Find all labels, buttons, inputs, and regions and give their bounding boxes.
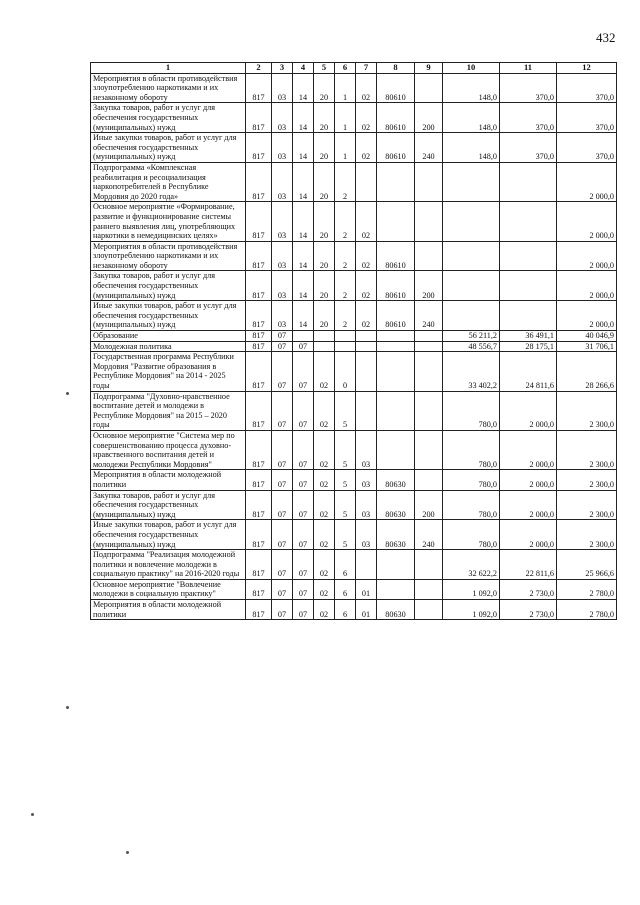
row-value-cell: 07 bbox=[272, 579, 293, 599]
row-value-cell: 817 bbox=[246, 331, 272, 342]
row-value-cell: 2 300,0 bbox=[557, 391, 617, 430]
row-value-cell: 14 bbox=[293, 103, 314, 133]
row-name-cell: Закупка товаров, работ и услуг для обеспечения государственных (муниципальных) нужд bbox=[91, 103, 246, 133]
row-value-cell bbox=[415, 550, 443, 580]
row-value-cell: 80630 bbox=[377, 600, 415, 620]
row-value-cell: 07 bbox=[293, 490, 314, 520]
row-value-cell: 817 bbox=[246, 271, 272, 301]
row-name-cell: Иные закупки товаров, работ и услуг для обеспечения государственных (муниципальных) нужд bbox=[91, 133, 246, 163]
row-value-cell bbox=[356, 391, 377, 430]
header-cell: 5 bbox=[314, 63, 335, 74]
row-value-cell: 817 bbox=[246, 241, 272, 271]
table-row bbox=[91, 202, 617, 241]
row-value-cell bbox=[415, 579, 443, 599]
row-value-cell bbox=[443, 271, 500, 301]
header-cell: 4 bbox=[293, 63, 314, 74]
row-value-cell: 780,0 bbox=[443, 391, 500, 430]
row-value-cell: 780,0 bbox=[443, 520, 500, 550]
table-row bbox=[91, 520, 617, 550]
row-name-cell: Иные закупки товаров, работ и услуг для обеспечения государственных (муниципальных) нужд bbox=[91, 520, 246, 550]
row-value-cell: 14 bbox=[293, 271, 314, 301]
row-value-cell: 22 811,6 bbox=[500, 550, 557, 580]
row-value-cell: 200 bbox=[415, 490, 443, 520]
row-value-cell: 40 046,9 bbox=[557, 331, 617, 342]
row-name-cell: Подпрограмма «Комплексная реабилитация и ресоциализация наркопотребителей в Республике Мордовия до 2020 года» bbox=[91, 162, 246, 201]
row-value-cell: 14 bbox=[293, 301, 314, 331]
table-row bbox=[91, 550, 617, 580]
scan-speck bbox=[31, 813, 34, 816]
row-value-cell: 2 000,0 bbox=[557, 271, 617, 301]
row-value-cell: 80610 bbox=[377, 133, 415, 163]
row-value-cell: 07 bbox=[272, 600, 293, 620]
budget-table bbox=[90, 62, 617, 620]
row-value-cell bbox=[500, 241, 557, 271]
row-value-cell: 817 bbox=[246, 103, 272, 133]
table-row bbox=[91, 331, 617, 342]
row-name-cell: Государственная программа Республики Мордовия "Развитие образования в Республике Мордовия" на 2014 - 2025 годы bbox=[91, 352, 246, 391]
row-value-cell: 2 730,0 bbox=[500, 600, 557, 620]
row-value-cell: 25 966,6 bbox=[557, 550, 617, 580]
table-row bbox=[91, 73, 617, 103]
row-value-cell: 1 bbox=[335, 103, 356, 133]
row-value-cell: 03 bbox=[356, 430, 377, 469]
row-value-cell bbox=[443, 202, 500, 241]
row-value-cell: 780,0 bbox=[443, 490, 500, 520]
row-value-cell: 80610 bbox=[377, 73, 415, 103]
row-value-cell: 1 092,0 bbox=[443, 579, 500, 599]
row-value-cell: 148,0 bbox=[443, 133, 500, 163]
row-value-cell: 07 bbox=[272, 341, 293, 352]
row-value-cell: 07 bbox=[293, 579, 314, 599]
row-value-cell: 370,0 bbox=[557, 133, 617, 163]
row-value-cell: 817 bbox=[246, 301, 272, 331]
row-value-cell: 03 bbox=[356, 490, 377, 520]
row-name-cell: Основное мероприятие «Формирование, развитие и функционирование системы раннего выявления лиц, употребляющих наркотики в немедицинских целях» bbox=[91, 202, 246, 241]
row-value-cell: 02 bbox=[314, 470, 335, 490]
row-value-cell: 240 bbox=[415, 133, 443, 163]
row-value-cell bbox=[415, 202, 443, 241]
row-value-cell bbox=[500, 202, 557, 241]
row-value-cell: 817 bbox=[246, 520, 272, 550]
row-value-cell: 02 bbox=[356, 301, 377, 331]
row-value-cell bbox=[415, 331, 443, 342]
row-value-cell: 02 bbox=[314, 490, 335, 520]
row-value-cell: 5 bbox=[335, 430, 356, 469]
row-value-cell: 14 bbox=[293, 73, 314, 103]
row-name-cell: Закупка товаров, работ и услуг для обеспечения государственных (муниципальных) нужд bbox=[91, 271, 246, 301]
row-value-cell: 20 bbox=[314, 271, 335, 301]
row-value-cell: 2 780,0 bbox=[557, 600, 617, 620]
scan-speck bbox=[126, 851, 129, 854]
row-value-cell bbox=[356, 352, 377, 391]
row-value-cell: 817 bbox=[246, 430, 272, 469]
row-value-cell: 33 402,2 bbox=[443, 352, 500, 391]
row-value-cell bbox=[377, 162, 415, 201]
header-cell: 11 bbox=[500, 63, 557, 74]
row-value-cell bbox=[356, 550, 377, 580]
row-value-cell: 2 bbox=[335, 202, 356, 241]
row-value-cell: 07 bbox=[272, 520, 293, 550]
row-value-cell: 14 bbox=[293, 202, 314, 241]
row-value-cell: 2 000,0 bbox=[500, 470, 557, 490]
row-value-cell: 02 bbox=[356, 133, 377, 163]
row-value-cell: 20 bbox=[314, 103, 335, 133]
row-value-cell: 24 811,6 bbox=[500, 352, 557, 391]
row-value-cell: 03 bbox=[356, 470, 377, 490]
row-value-cell: 02 bbox=[356, 103, 377, 133]
row-value-cell bbox=[356, 341, 377, 352]
row-value-cell: 6 bbox=[335, 600, 356, 620]
row-value-cell bbox=[356, 162, 377, 201]
header-cell: 10 bbox=[443, 63, 500, 74]
table-row bbox=[91, 103, 617, 133]
row-value-cell bbox=[314, 341, 335, 352]
table-row bbox=[91, 301, 617, 331]
row-value-cell: 80610 bbox=[377, 103, 415, 133]
row-value-cell: 240 bbox=[415, 520, 443, 550]
table-row bbox=[91, 490, 617, 520]
row-value-cell: 2 bbox=[335, 241, 356, 271]
row-value-cell: 370,0 bbox=[500, 133, 557, 163]
row-value-cell: 07 bbox=[272, 470, 293, 490]
row-value-cell bbox=[377, 341, 415, 352]
row-value-cell: 07 bbox=[272, 391, 293, 430]
row-value-cell: 2 000,0 bbox=[557, 241, 617, 271]
row-value-cell bbox=[356, 331, 377, 342]
row-value-cell: 2 000,0 bbox=[557, 202, 617, 241]
row-value-cell: 817 bbox=[246, 202, 272, 241]
row-value-cell bbox=[443, 162, 500, 201]
row-name-cell: Мероприятия в области противодействия злоупотреблению наркотиками и их незаконному обороту bbox=[91, 241, 246, 271]
row-value-cell bbox=[377, 430, 415, 469]
row-value-cell: 780,0 bbox=[443, 430, 500, 469]
row-value-cell: 80630 bbox=[377, 520, 415, 550]
row-value-cell: 20 bbox=[314, 301, 335, 331]
row-value-cell: 02 bbox=[356, 73, 377, 103]
row-name-cell: Подпрограмма "Духовно-нравственное воспитание детей и молодежи в Республике Мордовия" на 2015 – 2020 годы bbox=[91, 391, 246, 430]
row-value-cell: 56 211,2 bbox=[443, 331, 500, 342]
row-value-cell bbox=[335, 341, 356, 352]
header-cell: 3 bbox=[272, 63, 293, 74]
row-value-cell: 28 266,6 bbox=[557, 352, 617, 391]
row-value-cell: 817 bbox=[246, 391, 272, 430]
table-row bbox=[91, 352, 617, 391]
row-value-cell: 817 bbox=[246, 600, 272, 620]
row-value-cell bbox=[293, 331, 314, 342]
row-value-cell: 03 bbox=[272, 271, 293, 301]
row-value-cell: 2 300,0 bbox=[557, 470, 617, 490]
row-value-cell bbox=[415, 352, 443, 391]
row-value-cell: 1 bbox=[335, 133, 356, 163]
row-value-cell bbox=[377, 391, 415, 430]
row-value-cell: 03 bbox=[272, 202, 293, 241]
table-row bbox=[91, 271, 617, 301]
header-cell: 2 bbox=[246, 63, 272, 74]
row-value-cell: 0 bbox=[335, 352, 356, 391]
header-cell: 7 bbox=[356, 63, 377, 74]
table-row bbox=[91, 241, 617, 271]
row-value-cell: 817 bbox=[246, 550, 272, 580]
row-value-cell: 370,0 bbox=[557, 73, 617, 103]
row-value-cell: 2 730,0 bbox=[500, 579, 557, 599]
row-value-cell: 07 bbox=[293, 470, 314, 490]
row-value-cell bbox=[500, 162, 557, 201]
row-value-cell: 02 bbox=[356, 271, 377, 301]
row-value-cell: 07 bbox=[272, 352, 293, 391]
row-value-cell: 03 bbox=[272, 103, 293, 133]
row-value-cell: 02 bbox=[356, 241, 377, 271]
row-value-cell: 07 bbox=[272, 430, 293, 469]
row-value-cell: 31 706,1 bbox=[557, 341, 617, 352]
row-value-cell: 817 bbox=[246, 162, 272, 201]
row-value-cell: 817 bbox=[246, 133, 272, 163]
row-value-cell bbox=[415, 470, 443, 490]
row-value-cell: 148,0 bbox=[443, 73, 500, 103]
row-value-cell: 03 bbox=[272, 133, 293, 163]
header-cell: 8 bbox=[377, 63, 415, 74]
row-name-cell: Мероприятия в области противодействия злоупотреблению наркотиками и их незаконному обороту bbox=[91, 73, 246, 103]
row-value-cell bbox=[415, 162, 443, 201]
row-value-cell: 2 bbox=[335, 271, 356, 301]
row-value-cell: 370,0 bbox=[500, 103, 557, 133]
table-row bbox=[91, 470, 617, 490]
row-value-cell: 817 bbox=[246, 490, 272, 520]
row-value-cell: 48 556,7 bbox=[443, 341, 500, 352]
table-row bbox=[91, 162, 617, 201]
row-value-cell: 80630 bbox=[377, 470, 415, 490]
header-cell: 1 bbox=[91, 63, 246, 74]
row-value-cell bbox=[443, 241, 500, 271]
row-value-cell bbox=[415, 341, 443, 352]
table-row bbox=[91, 579, 617, 599]
row-value-cell: 02 bbox=[314, 550, 335, 580]
row-value-cell: 80610 bbox=[377, 301, 415, 331]
row-value-cell: 20 bbox=[314, 133, 335, 163]
row-name-cell: Иные закупки товаров, работ и услуг для обеспечения государственных (муниципальных) нужд bbox=[91, 301, 246, 331]
row-value-cell: 03 bbox=[356, 520, 377, 550]
row-name-cell: Основное мероприятие "Система мер по совершенствованию процесса духовно-нравственного воспитания детей и молодежи Республики Мордовия" bbox=[91, 430, 246, 469]
row-name-cell: Закупка товаров, работ и услуг для обеспечения государственных (муниципальных) нужд bbox=[91, 490, 246, 520]
row-value-cell: 07 bbox=[272, 331, 293, 342]
row-value-cell bbox=[377, 352, 415, 391]
table-row bbox=[91, 430, 617, 469]
row-value-cell: 80610 bbox=[377, 241, 415, 271]
row-value-cell: 32 622,2 bbox=[443, 550, 500, 580]
row-value-cell bbox=[377, 550, 415, 580]
row-value-cell: 1 bbox=[335, 73, 356, 103]
row-value-cell: 07 bbox=[293, 352, 314, 391]
row-value-cell: 200 bbox=[415, 271, 443, 301]
row-value-cell: 2 000,0 bbox=[500, 391, 557, 430]
row-value-cell bbox=[500, 271, 557, 301]
row-value-cell: 2 300,0 bbox=[557, 430, 617, 469]
table-row bbox=[91, 133, 617, 163]
row-value-cell: 5 bbox=[335, 391, 356, 430]
row-value-cell: 200 bbox=[415, 103, 443, 133]
row-value-cell: 2 000,0 bbox=[557, 301, 617, 331]
table-row bbox=[91, 600, 617, 620]
row-value-cell: 03 bbox=[272, 241, 293, 271]
row-value-cell: 370,0 bbox=[557, 103, 617, 133]
row-value-cell: 28 175,1 bbox=[500, 341, 557, 352]
row-value-cell: 817 bbox=[246, 579, 272, 599]
row-value-cell: 80630 bbox=[377, 490, 415, 520]
row-value-cell: 817 bbox=[246, 470, 272, 490]
row-value-cell: 02 bbox=[314, 352, 335, 391]
row-value-cell: 07 bbox=[293, 430, 314, 469]
row-value-cell: 20 bbox=[314, 241, 335, 271]
row-value-cell: 817 bbox=[246, 352, 272, 391]
row-value-cell: 20 bbox=[314, 73, 335, 103]
row-value-cell: 07 bbox=[293, 520, 314, 550]
row-value-cell: 2 300,0 bbox=[557, 490, 617, 520]
page-number: 432 bbox=[596, 30, 616, 45]
row-value-cell: 03 bbox=[272, 73, 293, 103]
row-value-cell: 14 bbox=[293, 162, 314, 201]
row-value-cell: 2 300,0 bbox=[557, 520, 617, 550]
row-value-cell: 02 bbox=[356, 202, 377, 241]
row-value-cell: 03 bbox=[272, 301, 293, 331]
row-value-cell: 2 000,0 bbox=[557, 162, 617, 201]
row-value-cell: 07 bbox=[272, 490, 293, 520]
row-value-cell: 2 bbox=[335, 301, 356, 331]
row-name-cell: Молодежная политика bbox=[91, 341, 246, 352]
row-name-cell: Подпрограмма "Реализация молодежной политики и вовлечение молодежи в социальную практику" на 2016-2020 годы bbox=[91, 550, 246, 580]
row-value-cell: 240 bbox=[415, 301, 443, 331]
row-value-cell: 5 bbox=[335, 520, 356, 550]
row-value-cell bbox=[500, 301, 557, 331]
row-value-cell: 20 bbox=[314, 202, 335, 241]
row-value-cell: 02 bbox=[314, 430, 335, 469]
row-value-cell bbox=[377, 331, 415, 342]
row-value-cell bbox=[335, 331, 356, 342]
row-value-cell: 780,0 bbox=[443, 470, 500, 490]
row-value-cell: 07 bbox=[293, 391, 314, 430]
table-row bbox=[91, 391, 617, 430]
row-value-cell: 03 bbox=[272, 162, 293, 201]
row-value-cell: 80610 bbox=[377, 271, 415, 301]
row-value-cell: 370,0 bbox=[500, 73, 557, 103]
row-value-cell: 6 bbox=[335, 579, 356, 599]
row-value-cell: 14 bbox=[293, 241, 314, 271]
row-value-cell bbox=[377, 579, 415, 599]
header-cell: 9 bbox=[415, 63, 443, 74]
row-value-cell: 01 bbox=[356, 579, 377, 599]
row-value-cell: 817 bbox=[246, 341, 272, 352]
row-value-cell: 02 bbox=[314, 600, 335, 620]
row-value-cell: 14 bbox=[293, 133, 314, 163]
header-cell: 12 bbox=[557, 63, 617, 74]
row-value-cell bbox=[415, 73, 443, 103]
scan-speck bbox=[66, 392, 69, 395]
row-value-cell bbox=[415, 430, 443, 469]
row-name-cell: Мероприятия в области молодежной политики bbox=[91, 470, 246, 490]
row-value-cell: 07 bbox=[293, 550, 314, 580]
row-value-cell bbox=[415, 391, 443, 430]
row-value-cell: 02 bbox=[314, 520, 335, 550]
row-value-cell: 07 bbox=[272, 550, 293, 580]
row-value-cell: 20 bbox=[314, 162, 335, 201]
row-value-cell: 07 bbox=[293, 600, 314, 620]
row-value-cell: 2 000,0 bbox=[500, 430, 557, 469]
row-value-cell bbox=[443, 301, 500, 331]
row-name-cell: Основное мероприятие "Вовлечение молодежи в социальную практику" bbox=[91, 579, 246, 599]
row-value-cell: 2 000,0 bbox=[500, 490, 557, 520]
row-value-cell: 5 bbox=[335, 470, 356, 490]
row-value-cell: 148,0 bbox=[443, 103, 500, 133]
header-row bbox=[91, 63, 617, 74]
row-value-cell: 01 bbox=[356, 600, 377, 620]
row-value-cell: 5 bbox=[335, 490, 356, 520]
header-cell: 6 bbox=[335, 63, 356, 74]
row-value-cell bbox=[415, 600, 443, 620]
row-value-cell: 1 092,0 bbox=[443, 600, 500, 620]
scan-speck bbox=[66, 706, 69, 709]
row-value-cell: 02 bbox=[314, 391, 335, 430]
row-value-cell bbox=[415, 241, 443, 271]
table-row bbox=[91, 341, 617, 352]
row-value-cell: 02 bbox=[314, 579, 335, 599]
row-value-cell: 36 491,1 bbox=[500, 331, 557, 342]
row-value-cell: 07 bbox=[293, 341, 314, 352]
row-value-cell bbox=[314, 331, 335, 342]
row-value-cell: 6 bbox=[335, 550, 356, 580]
row-value-cell: 2 780,0 bbox=[557, 579, 617, 599]
row-value-cell: 817 bbox=[246, 73, 272, 103]
row-value-cell bbox=[377, 202, 415, 241]
row-value-cell: 2 bbox=[335, 162, 356, 201]
row-name-cell: Мероприятия в области молодежной политики bbox=[91, 600, 246, 620]
row-name-cell: Образование bbox=[91, 331, 246, 342]
row-value-cell: 2 000,0 bbox=[500, 520, 557, 550]
